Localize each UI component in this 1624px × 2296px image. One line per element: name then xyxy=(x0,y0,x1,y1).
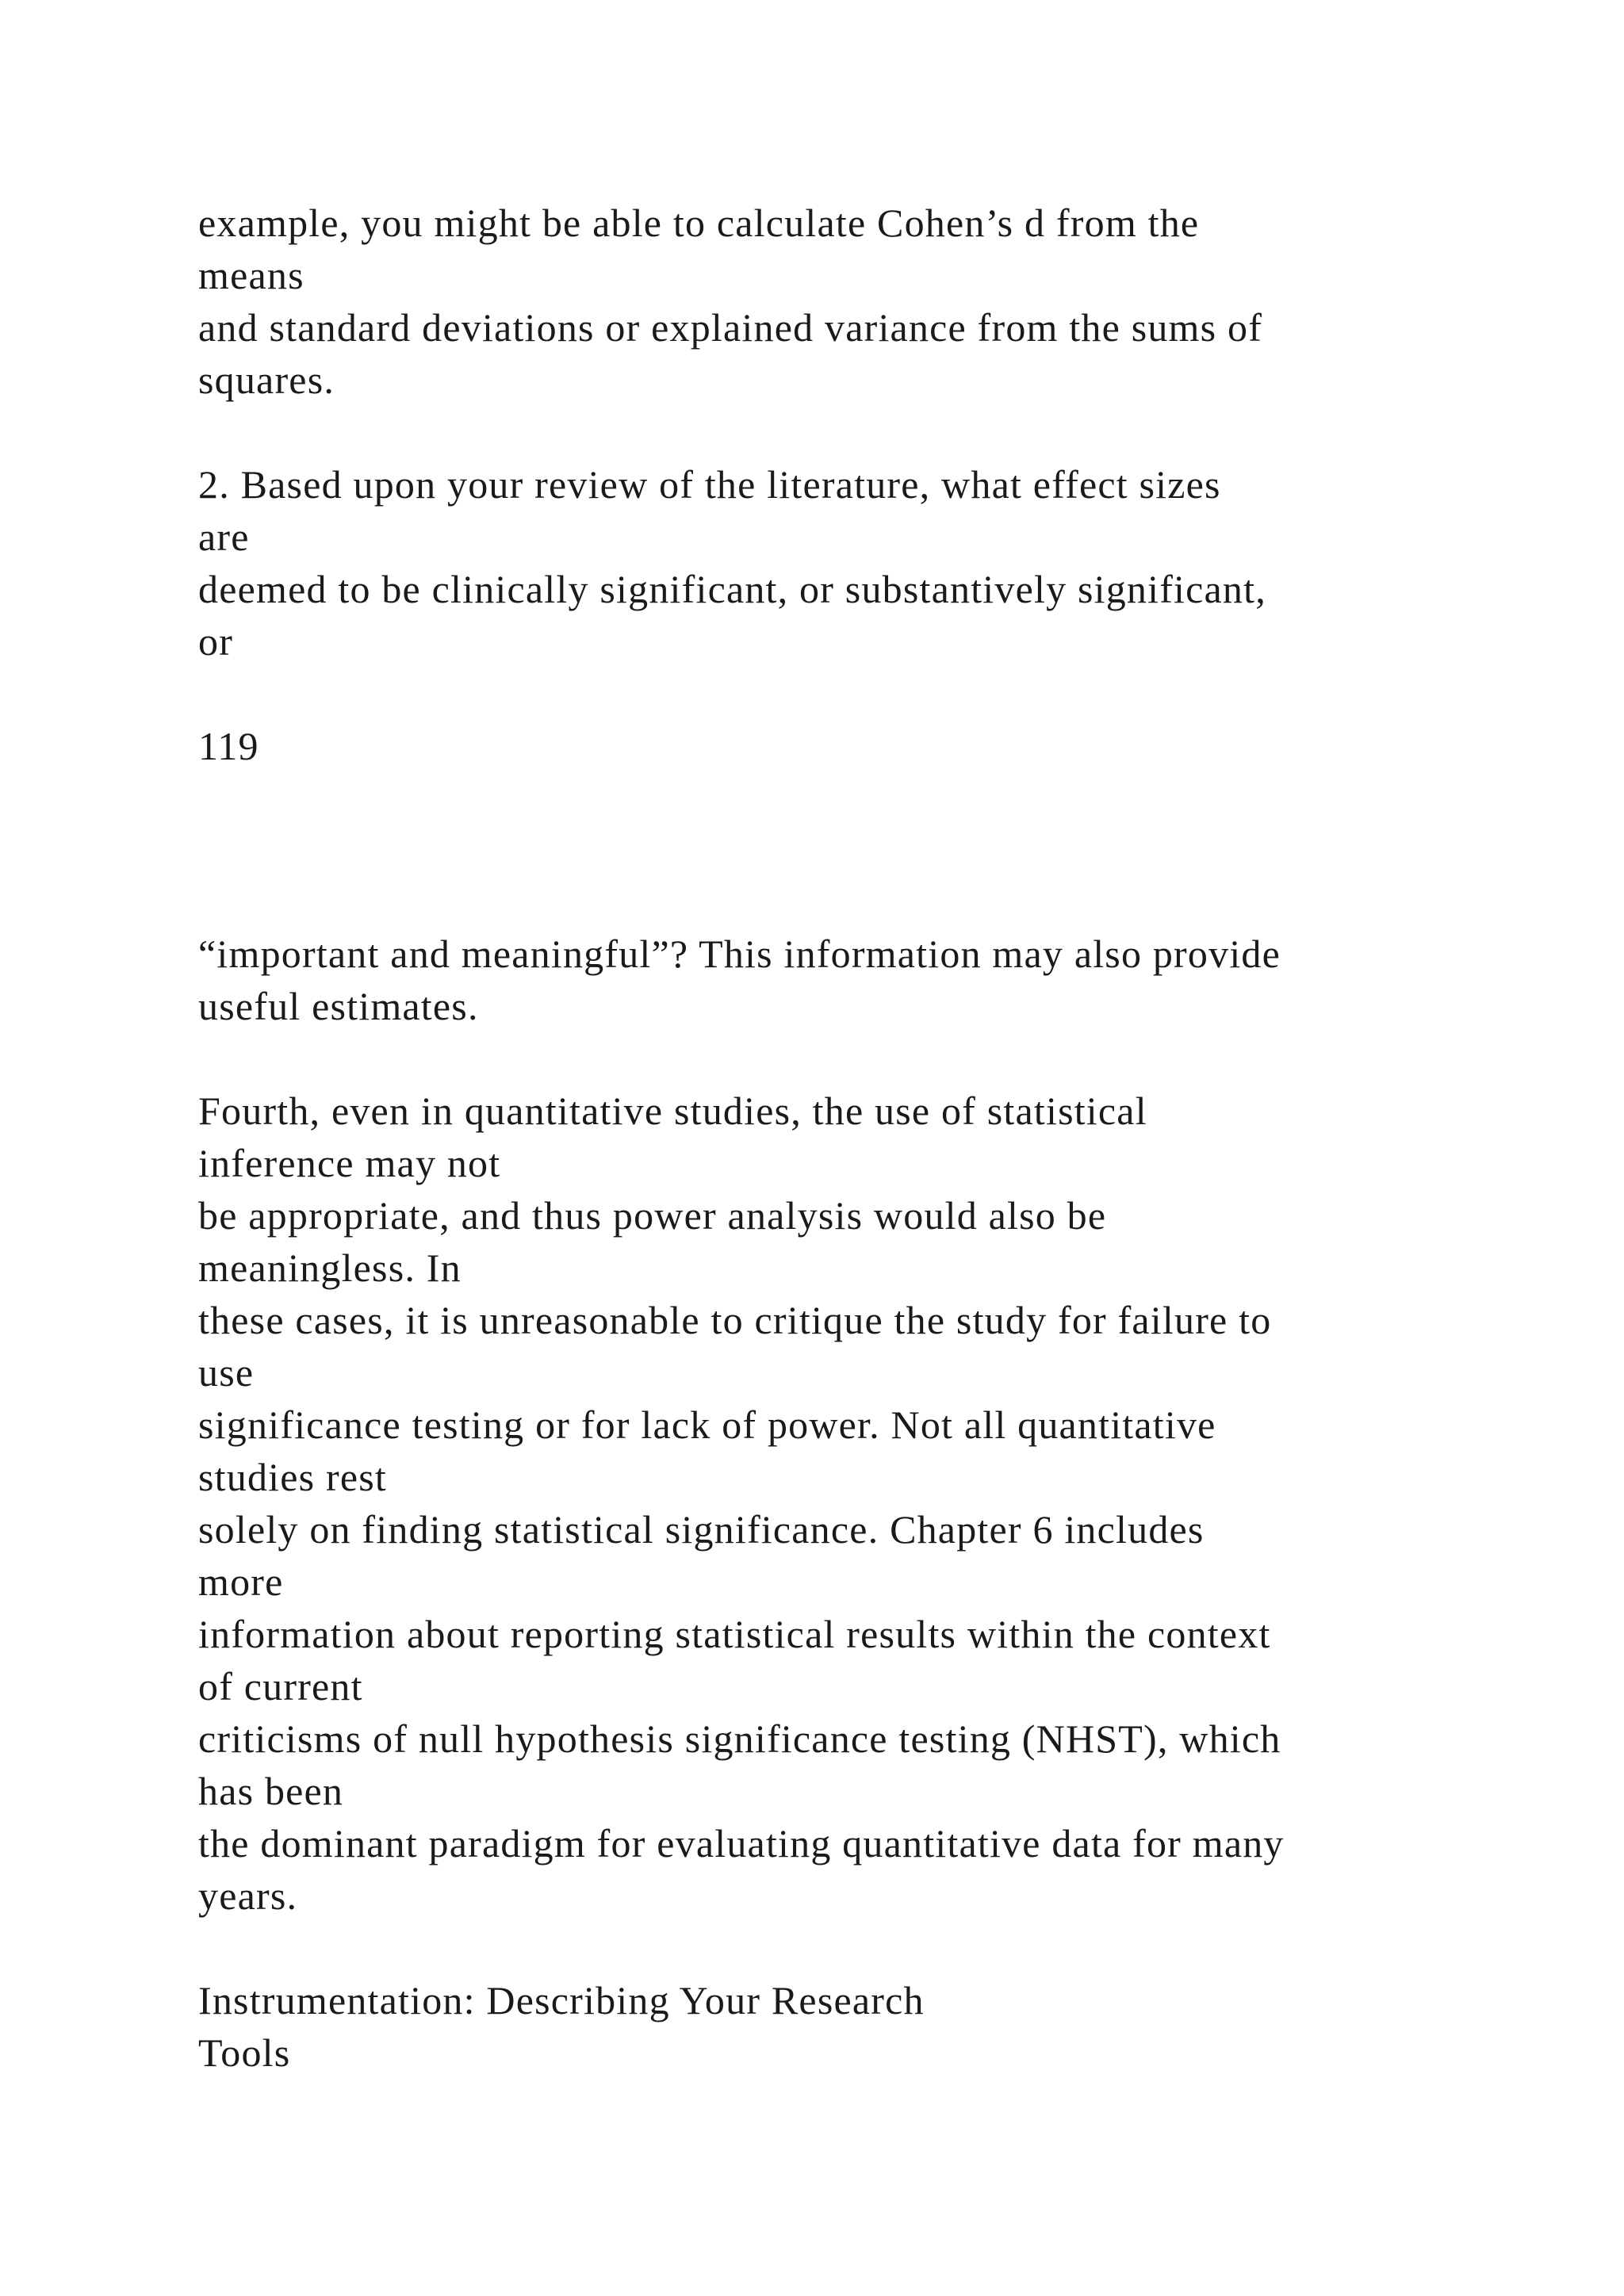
text-line: useful estimates. xyxy=(198,984,479,1028)
text-line: information about reporting statistical results within the context xyxy=(198,1612,1271,1656)
text-line: be appropriate, and thus power analysis would also be xyxy=(198,1193,1107,1238)
text-line: criticisms of null hypothesis significance testing (NHST), which xyxy=(198,1716,1281,1761)
text-line: these cases, it is unreasonable to critique the study for failure to xyxy=(198,1298,1272,1342)
text-line: has been xyxy=(198,1769,344,1813)
text-line: use xyxy=(198,1350,255,1395)
text-line: meaningless. In xyxy=(198,1246,462,1290)
text-line: means xyxy=(198,253,304,297)
text-line: studies rest xyxy=(198,1455,387,1499)
text-line: Fourth, even in quantitative studies, the use of statistical xyxy=(198,1089,1147,1133)
text-line: significance testing or for lack of power. Not all quantitative xyxy=(198,1402,1216,1447)
text-line: and standard deviations or explained variance from the sums of xyxy=(198,305,1263,350)
text-line: inference may not xyxy=(198,1141,501,1185)
text-line: more xyxy=(198,1559,284,1604)
section-heading: Tools xyxy=(198,2030,291,2075)
page-number: 119 xyxy=(198,724,259,768)
text-line: the dominant paradigm for evaluating quantitative data for many xyxy=(198,1821,1285,1866)
text-line: of current xyxy=(198,1664,363,1709)
text-line: solely on finding statistical significance. Chapter 6 includes xyxy=(198,1507,1205,1552)
text-line: years. xyxy=(198,1873,298,1918)
text-line: example, you might be able to calculate Cohen’s d from the xyxy=(198,201,1200,245)
text-line: or xyxy=(198,619,234,664)
text-line: squares. xyxy=(198,358,335,402)
text-line: 2. Based upon your review of the literature, what effect sizes xyxy=(198,462,1221,507)
text-line: are xyxy=(198,515,250,559)
section-heading: Instrumentation: Describing Your Research xyxy=(198,1978,925,2022)
text-line: deemed to be clinically significant, or substantively significant, xyxy=(198,567,1266,611)
text-line: “important and meaningful”? This information may also provide xyxy=(198,932,1281,976)
